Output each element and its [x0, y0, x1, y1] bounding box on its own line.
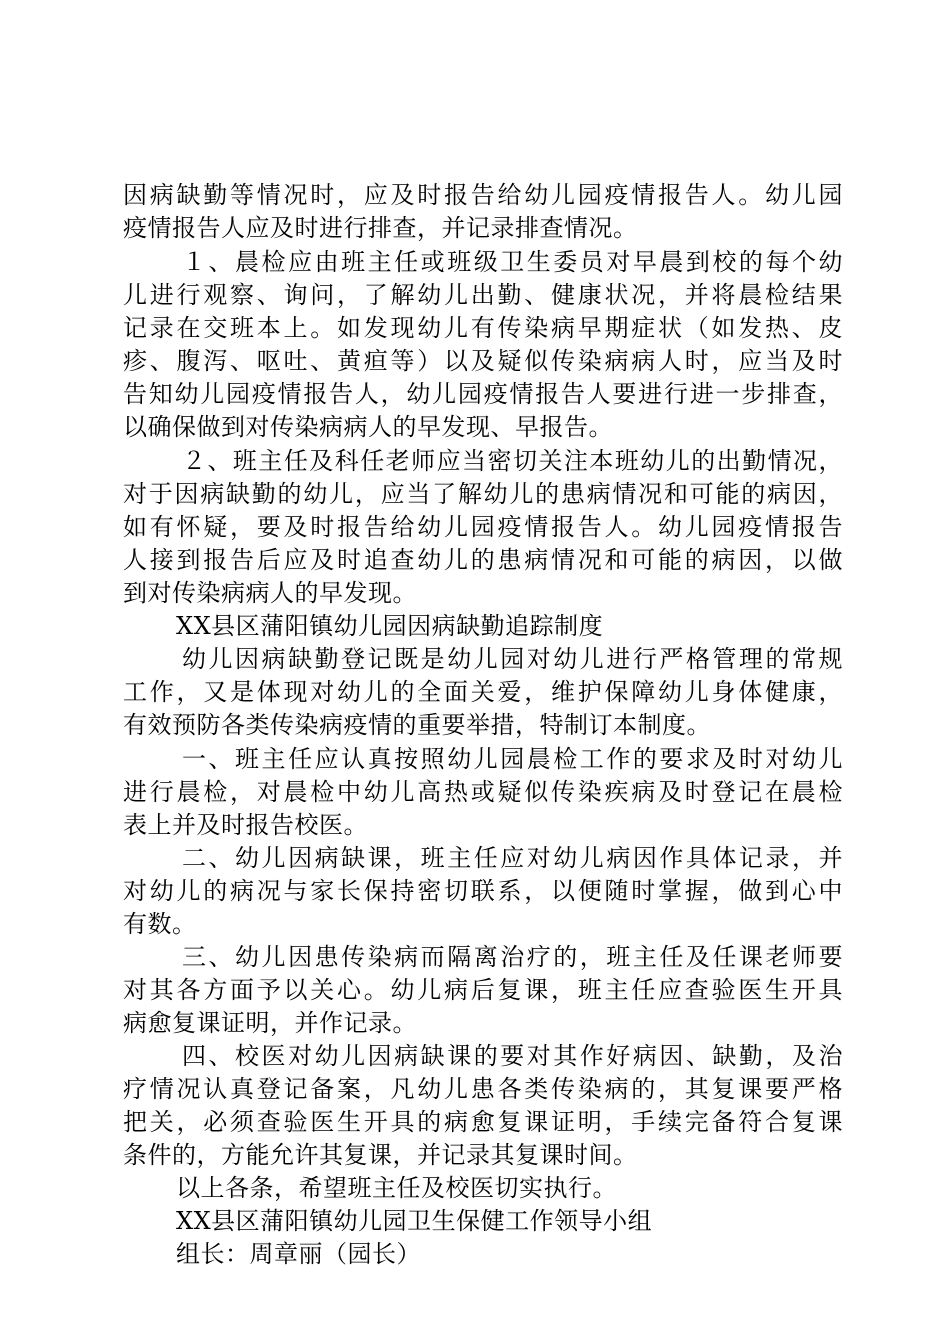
body-line: 人接到报告后应及时追查幼儿的患病情况和可能的病因，以做	[123, 546, 843, 574]
body-line: 以确保做到对传染病病人的早发现、早报告。	[123, 413, 613, 441]
section-title-leadership: XX县区蒲阳镇幼儿园卫生保健工作领导小组	[176, 1207, 653, 1235]
body-line: 表上并及时报告校医。	[123, 811, 368, 839]
item-3-start: 三、幼儿因患传染病而隔离治疗的，班主任及任课老师要	[182, 943, 843, 971]
paragraph-2-start: ２、班主任及科任老师应当密切关注本班幼儿的出勤情况，	[182, 447, 843, 475]
item-4-start: 四、校医对幼儿因病缺课的要对其作好病因、缺勤，及治	[182, 1042, 843, 1070]
body-line: 疫情报告人应及时进行排查，并记录排查情况。	[123, 214, 638, 242]
body-line: 因病缺勤等情况时，应及时报告给幼儿园疫情报告人。幼儿园	[123, 181, 843, 209]
body-line: 记录在交班本上。如发现幼儿有传染病早期症状（如发热、皮	[123, 314, 843, 342]
body-line: 条件的，方能允许其复课，并记录其复课时间。	[123, 1141, 638, 1169]
body-line: 儿进行观察、询问，了解幼儿出勤、健康状况，并将晨检结果	[123, 281, 843, 309]
body-line: 对其各方面予以关心。幼儿病后复课，班主任应查验医生开具	[123, 976, 843, 1004]
section-title-tracking: XX县区蒲阳镇幼儿园因病缺勤追踪制度	[176, 612, 604, 640]
intro-start: 幼儿因病缺勤登记既是幼儿园对幼儿进行严格管理的常规	[182, 645, 843, 673]
body-line: 把关，必须查验医生开具的病愈复课证明，手续完备符合复课	[123, 1108, 843, 1136]
body-line: 如有怀疑，要及时报告给幼儿园疫情报告人。幼儿园疫情报告	[123, 513, 843, 541]
body-line: 对幼儿的病况与家长保持密切联系，以便随时掌握，做到心中	[123, 877, 843, 905]
body-line: 病愈复课证明，并作记录。	[123, 1009, 417, 1037]
body-line: 告知幼儿园疫情报告人，幼儿园疫情报告人要进行进一步排查，	[123, 380, 843, 408]
body-line: 疗情况认真登记备案，凡幼儿患各类传染病的，其复课要严格	[123, 1075, 843, 1103]
leader-line: 组长：周章丽（园长）	[176, 1240, 421, 1268]
body-line: 疹、腹泻、呕吐、黄疸等）以及疑似传染病病人时，应当及时	[123, 347, 843, 375]
body-line: 有数。	[123, 910, 197, 938]
body-line: 工作，又是体现对幼儿的全面关爱，维护保障幼儿身体健康，	[123, 678, 843, 706]
body-line: 有效预防各类传染病疫情的重要举措，特制订本制度。	[123, 711, 711, 739]
paragraph-1-start: １、晨检应由班主任或班级卫生委员对早晨到校的每个幼	[182, 248, 843, 276]
body-line: 进行晨检，对晨检中幼儿高热或疑似传染疾病及时登记在晨检	[123, 778, 843, 806]
body-line: 到对传染病病人的早发现。	[123, 579, 417, 607]
item-2-start: 二、幼儿因病缺课，班主任应对幼儿病因作具体记录，并	[182, 844, 843, 872]
closing-note: 以上各条，希望班主任及校医切实执行。	[176, 1174, 617, 1202]
body-line: 对于因病缺勤的幼儿，应当了解幼儿的患病情况和可能的病因，	[123, 480, 843, 508]
item-1-start: 一、班主任应认真按照幼儿园晨检工作的要求及时对幼儿	[182, 745, 843, 773]
